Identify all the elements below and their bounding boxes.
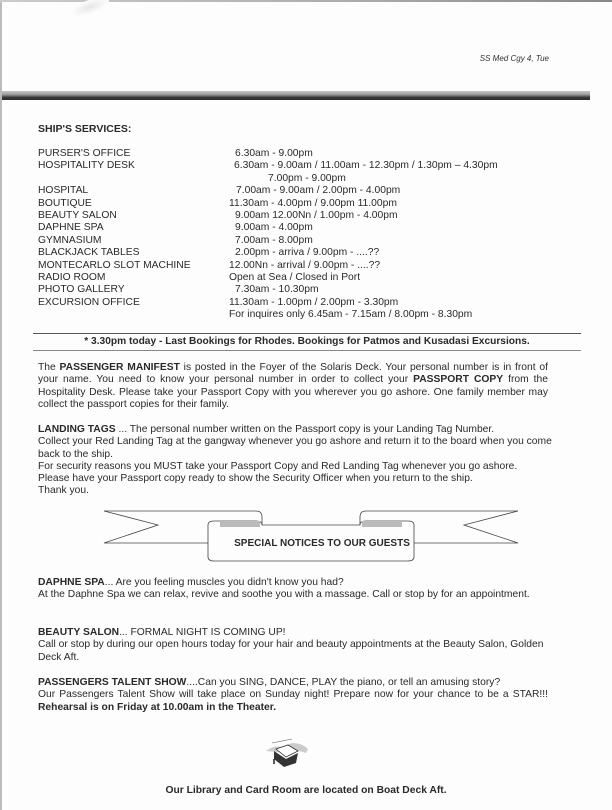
manifest-text: is posted in the Foyer of the Solaris Deck. Your personal number is in front of your name. You need to know your personal number in order to collect your	[38, 362, 548, 386]
banner-ribbon-graphic	[96, 503, 526, 563]
rehearsal-bold: Rehearsal is on Friday at 10.00am in the Theater.	[38, 701, 277, 713]
service-hours: 6.30am - 9.00pm	[235, 148, 313, 159]
service-name: MONTECARLO SLOT MACHINE	[38, 259, 191, 271]
service-hours: 7.00am - 8.00pm	[235, 234, 313, 246]
landing-tags-text: For security reasons you MUST take your Passport Copy and Red Landing Tag whenever you go ashore.	[38, 460, 518, 472]
service-name: DAPHNE SPA	[38, 222, 104, 234]
service-hours: 9.00am 12.00Nn / 1.00pm - 4.00pm	[235, 210, 398, 221]
service-name: RADIO ROOM	[38, 272, 106, 283]
landing-tags-text: Please have your Passport copy ready to show the Security Officer when you return to the ship.	[38, 473, 473, 485]
notice-beauty-salon	[38, 627, 558, 664]
banner-label: SPECIAL NOTICES TO OUR GUESTS	[234, 538, 410, 549]
service-hours: 7.00pm - 9.00pm	[268, 172, 346, 184]
notice-body: At the Daphne Spa we can relax, revive and soothe you with a massage. Call or stop by for an appointment.	[38, 589, 530, 601]
service-name: BEAUTY SALON	[38, 210, 117, 221]
service-hours: 11.30am - 4.00pm / 9.00pm 11.00pm	[229, 197, 397, 209]
service-hours: 2.00pm - arriva / 9.00pm - ....??	[235, 247, 380, 259]
service-hours: 7.30am - 10.30pm	[235, 284, 319, 296]
library-notice: Our Library and Card Room are located on Boat Deck Aft.	[165, 785, 447, 796]
notice-body: Call or stop by during our open hours today for your hair and beauty appointments at the Beauty Salon, Golden Deck Aft.	[38, 639, 544, 663]
page-header-reference: SS Med Cgy 4, Tue	[479, 54, 549, 63]
notice-heading: BEAUTY SALON	[38, 627, 120, 638]
passport-copy-bold: PASSPORT COPY	[413, 374, 504, 386]
notice-heading: PASSENGERS TALENT SHOW	[38, 677, 187, 688]
notice-heading: DAPHNE SPA	[38, 577, 105, 588]
ribbon-fold-shade	[220, 521, 260, 527]
service-hours: 12.00Nn - arrival / 9.00pm - ....??	[229, 259, 381, 271]
manifest-paragraph	[38, 362, 548, 411]
notice-body: Our Passengers Talent Show will take place on Sunday night! Prepare now for your chance to be a STAR!!!	[38, 689, 548, 701]
notice-daphne-spa	[38, 577, 548, 602]
landing-tags-paragraph	[38, 424, 558, 498]
header-rule	[2, 91, 590, 100]
landing-tags-text: Thank you.	[38, 485, 89, 497]
manifest-text: The	[38, 362, 60, 373]
notice-talent-show	[38, 677, 548, 714]
ribbon-fold-shade	[362, 521, 402, 527]
service-hours: 11.30am - 1.00pm / 2.00pm - 3.30pm	[229, 296, 399, 308]
service-name: EXCURSION OFFICE	[38, 296, 140, 308]
booking-notice: * 3.30pm today - Last Bookings for Rhodes. Bookings for Patmos and Kusadasi Excursions.	[33, 333, 581, 351]
scan-edge	[0, 0, 2, 810]
service-name: HOSPITALITY DESK	[38, 160, 135, 172]
service-name: PURSER'S OFFICE	[38, 148, 131, 159]
manifest-text: from the Hospitality Desk. Please take your Passport Copy with you wherever you go ashore. One family member may collect the passport copies for their family.	[38, 374, 548, 410]
special-notices-banner	[96, 503, 526, 563]
landing-tags-text: Collect your Red Landing Tag at the gangway whenever you go ashore and return it to the board when you come back to the ship.	[38, 436, 552, 460]
services-title: SHIP'S SERVICES:	[38, 123, 132, 135]
notice-lead: ... Are you feeling muscles you didn't know you had?	[104, 577, 344, 588]
scan-smudge	[69, 0, 111, 20]
service-hours: 7.00am - 9.00am / 2.00pm - 4.00pm	[236, 185, 401, 197]
notice-lead: ....Can you SING, DANCE, PLAY the piano, or tell an amusing story?	[186, 677, 501, 688]
service-name: BOUTIQUE	[38, 197, 92, 209]
service-hours: 9.00am - 4.00pm	[235, 222, 313, 234]
service-name: GYMNASIUM	[38, 234, 102, 246]
service-hours: Open at Sea / Closed in Port	[229, 272, 361, 283]
manifest-bold: PASSENGER MANIFEST	[59, 362, 180, 373]
service-name: PHOTO GALLERY	[38, 284, 125, 296]
service-name: HOSPITAL	[38, 185, 89, 197]
book-icon	[262, 737, 312, 769]
service-name: BLACKJACK TABLES	[38, 247, 140, 259]
landing-tags-text: ... The personal number written on the Passport copy is your Landing Tag Number.	[115, 424, 495, 435]
service-hours: 6.30am - 9.00am / 11.00am - 12.30pm / 1.30pm – 4.30pm	[234, 160, 498, 172]
notice-lead: ... FORMAL NIGHT IS COMING UP!	[119, 627, 286, 638]
service-hours: For inquires only 6.45am - 7.15am / 8.00pm - 8.30pm	[229, 309, 473, 321]
landing-tags-heading: LANDING TAGS	[38, 424, 116, 435]
